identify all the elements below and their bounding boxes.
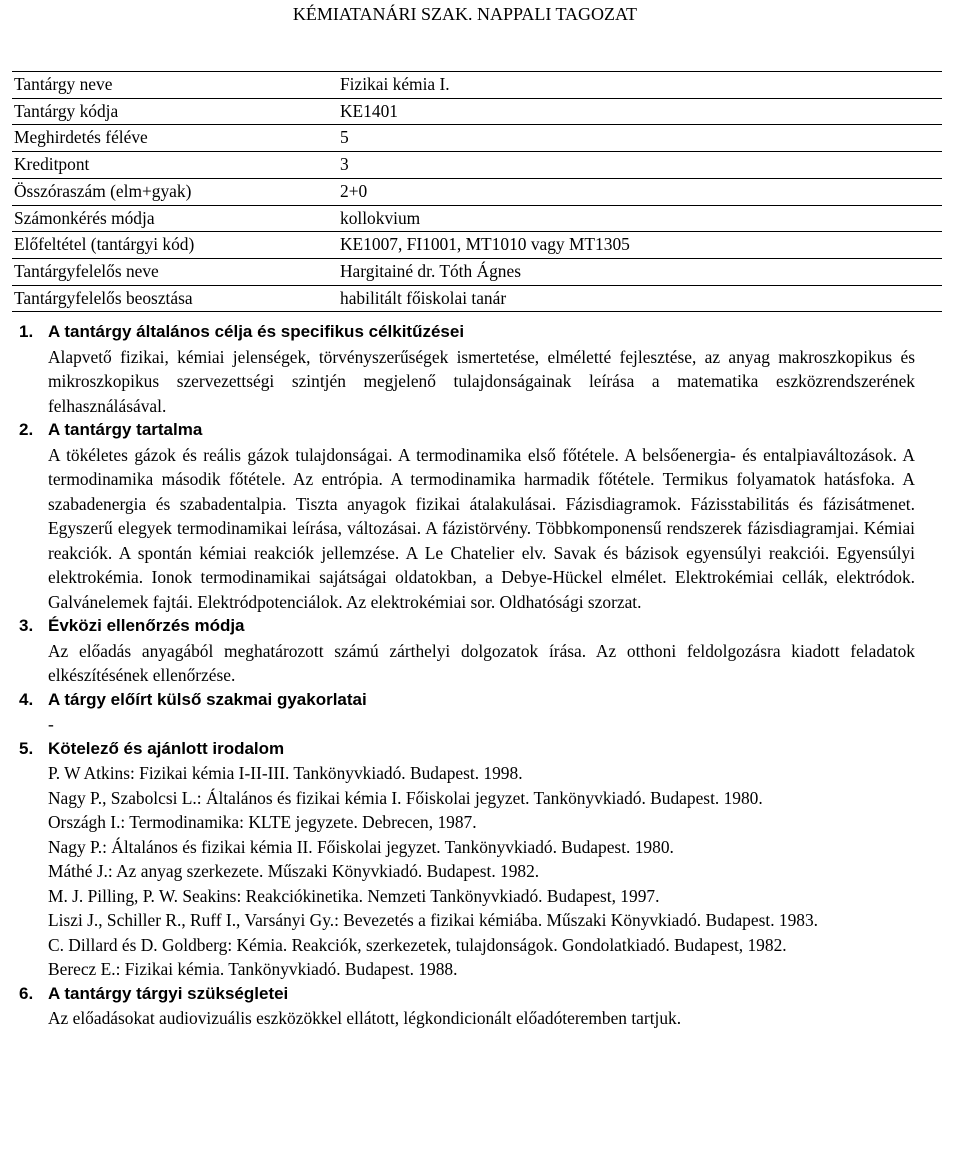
section-title: Évközi ellenőrzés módja bbox=[48, 616, 245, 635]
section-heading bbox=[19, 320, 915, 345]
section-heading bbox=[19, 982, 915, 1007]
info-value: 5 bbox=[338, 125, 942, 152]
info-value: Fizikai kémia I. bbox=[338, 72, 942, 99]
section-heading bbox=[19, 737, 915, 762]
info-label: Összóraszám (elm+gyak) bbox=[12, 178, 338, 205]
section-heading bbox=[19, 614, 915, 639]
info-value: habilitált főiskolai tanár bbox=[338, 285, 942, 312]
section-number: 1. bbox=[19, 322, 34, 341]
section-text: Alapvető fizikai, kémiai jelenségek, törvényszerűségek ismertetése, elméletté fejlesztése, az anyag makroszkopikus és mikroszkopikus szervezettségi szintjén megjelenő tulajdonságainak leírása a matematika eszközrendszerének felhasználásával. bbox=[48, 346, 915, 416]
info-value: 2+0 bbox=[338, 178, 942, 205]
section-title: A tantárgy általános célja és specifikus célkitűzései bbox=[48, 322, 465, 341]
info-label: Előfeltétel (tantárgyi kód) bbox=[12, 232, 338, 259]
reference-item: Berecz E.: Fizikai kémia. Tankönyvkiadó. Budapest. 1988. bbox=[48, 959, 458, 979]
section-text: - bbox=[48, 714, 54, 734]
course-info-table bbox=[12, 71, 942, 312]
reference-item: Liszi J., Schiller R., Ruff I., Varsányi Gy.: Bevezetés a fizikai kémiába. Műszaki Könyvkiadó. Budapest. 1983. bbox=[48, 910, 819, 930]
info-row bbox=[12, 125, 942, 152]
info-row bbox=[12, 178, 942, 205]
info-label: Tantárgyfelelős neve bbox=[12, 258, 338, 285]
course-content bbox=[19, 320, 915, 1031]
section-title: Kötelező és ajánlott irodalom bbox=[48, 738, 285, 758]
section-number: 2. bbox=[19, 420, 34, 439]
info-label: Tantárgyfelelős beosztása bbox=[12, 285, 338, 312]
info-value: 3 bbox=[338, 152, 942, 179]
reference-item: Nagy P., Szabolcsi L.: Általános és fizikai kémia I. Főiskolai jegyzet. Tankönyvkiadó. Budapest. 1980. bbox=[48, 787, 763, 808]
reference-item: P. W Atkins: Fizikai kémia I-II-III. Tankönyvkiadó. Budapest. 1998. bbox=[48, 763, 523, 783]
info-value: Hargitainé dr. Tóth Ágnes bbox=[338, 258, 942, 285]
reference-item: M. J. Pilling, P. W. Seakins: Reakciókinetika. Nemzeti Tankönyvkiadó. Budapest, 1997. bbox=[48, 885, 660, 906]
info-label: Meghirdetés féléve bbox=[12, 125, 338, 152]
reference-item: C. Dillard és D. Goldberg: Kémia. Reakciók, szerkezetek, tulajdonságok. Gondolatkiadó. Budapest, 1982. bbox=[48, 934, 787, 955]
info-row bbox=[12, 232, 942, 259]
info-row bbox=[12, 205, 942, 232]
section-text: Az előadás anyagából meghatározott számú zárthelyi dolgozatok írása. Az otthoni feldolgozásra kiadott feladatok elkészítésének ellenőrzése. bbox=[48, 640, 915, 685]
section-text: A tökéletes gázok és reális gázok tulajdonságai. A termodinamika első főtétele. A belsőenergia- és entalpiaváltozások. A termodinamika második főtétele. Az entrópia. A termodinamika harmadik főtétele. Termikus folyamatok hatásfoka. A szabadenergia és szabadentalpia. Tiszta anyagok fizikai átalakulásai. Fázisdiagramok. Fázisstabilitás és fázisátmenet. Egyszerű elegyek termodinamikai leírása, változásai. A fázistörvény. Többkomponensű rendszerek fázisdiagramjai. Kémiai reakciók. A spontán kémiai reakciók jellemzése. A Le Chatelier elv. Savak és bázisok egyensúlyi reakciói. Egyensúlyi elektrokémia. Ionok termodinamikai sajátságai oldatokban, a Debye-Hückel elmélet. Elektrokémiai cellák, elektródok. Galvánelemek fajtái. Elektródpotenciálok. Az elektrokémiai sor. Oldhatósági szorzat. bbox=[48, 444, 915, 612]
section-title: A tárgy előírt külső szakmai gyakorlatai bbox=[48, 689, 367, 709]
section-text: Az előadásokat audiovizuális eszközökkel ellátott, légkondicionált előadóteremben tartjuk. bbox=[48, 1008, 682, 1028]
info-value: KE1007, FI1001, MT1010 vagy MT1305 bbox=[338, 232, 942, 259]
reference-item: Máthé J.: Az anyag szerkezete. Műszaki Könyvkiadó. Budapest. 1982. bbox=[48, 861, 540, 881]
info-label: Számonkérés módja bbox=[12, 205, 338, 232]
info-label: Tantárgy neve bbox=[12, 72, 338, 99]
section-title: A tantárgy tárgyi szükségletei bbox=[48, 983, 289, 1003]
section-number: 5. bbox=[19, 738, 34, 758]
info-row bbox=[12, 98, 942, 125]
section-heading bbox=[19, 418, 915, 443]
section-title: A tantárgy tartalma bbox=[48, 420, 203, 439]
info-value: kollokvium bbox=[338, 205, 942, 232]
info-value: KE1401 bbox=[338, 98, 942, 125]
section-number: 4. bbox=[19, 689, 34, 709]
info-label: Tantárgy kódja bbox=[12, 98, 338, 125]
info-row bbox=[12, 152, 942, 179]
section-heading bbox=[19, 688, 915, 713]
info-row bbox=[12, 72, 942, 99]
page-header: KÉMIATANÁRI SZAK. NAPPALI TAGOZAT bbox=[292, 4, 638, 24]
section-number: 3. bbox=[19, 616, 34, 635]
reference-item: Országh I.: Termodinamika: KLTE jegyzete. Debrecen, 1987. bbox=[48, 812, 477, 832]
section-number: 6. bbox=[19, 983, 34, 1003]
info-label: Kreditpont bbox=[12, 152, 338, 179]
reference-item: Nagy P.: Általános és fizikai kémia II. Főiskolai jegyzet. Tankönyvkiadó. Budapest. 1980. bbox=[48, 836, 674, 857]
info-row bbox=[12, 285, 942, 312]
info-row bbox=[12, 258, 942, 285]
